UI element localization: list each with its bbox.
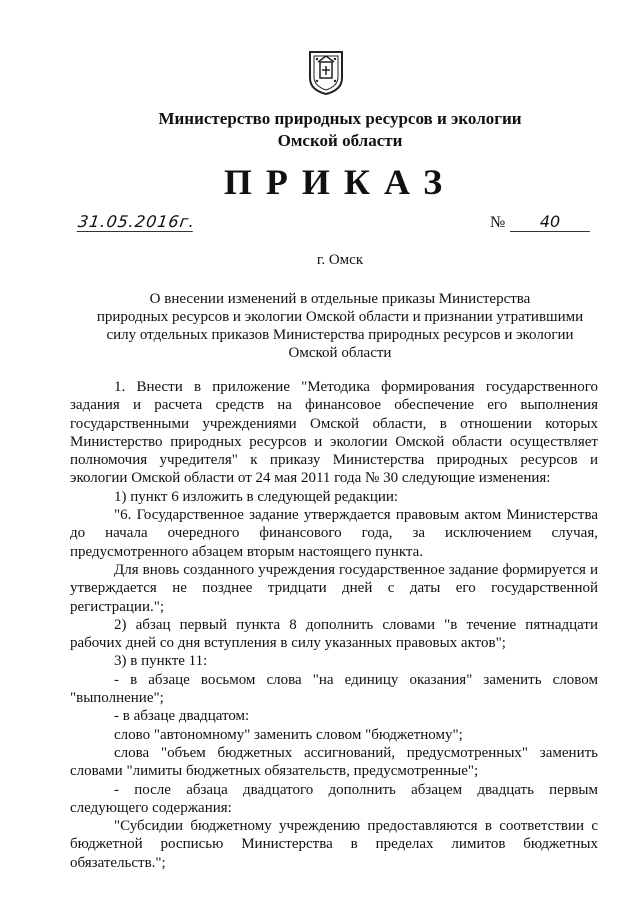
body-paragraph: "Субсидии бюджетному учреждению предоставляются в соответствии с бюджетной росписью Министерства в пределах лимитов бюджетных обязательств."; bbox=[70, 818, 598, 871]
body-paragraph: - в абзаце двадцатом: bbox=[114, 708, 250, 725]
order-subject bbox=[70, 290, 610, 362]
body-paragraph: 1. Внести в приложение "Методика формирования государственного задания и расчета средств на финансовое обеспечение его выполнения государственными учреждениями Омской области, в отношении которых Министерство природных ресурсов и экологии Омской области осуществляет полномочия учредителя" к приказу Министерства природных ресурсов и экологии Омской области от 24 мая 2011 года № 30 следующие изменения: bbox=[70, 379, 598, 487]
subject-line: природных ресурсов и экологии Омской области и признании утратившими bbox=[96, 309, 584, 325]
body-paragraph: слова "объем бюджетных ассигнований, предусмотренных" заменить словами "лимиты бюджетных обязательств, предусмотренные"; bbox=[70, 744, 598, 780]
subject-line: Омской области bbox=[288, 345, 392, 361]
order-number-sign: № bbox=[490, 214, 506, 231]
order-city: г. Омск bbox=[316, 252, 364, 268]
subject-line: О внесении изменений в отдельные приказы Министерства bbox=[149, 291, 531, 307]
order-number-handwritten: 40 bbox=[510, 213, 590, 232]
body-paragraph: 1) пункт 6 изложить в следующей редакции: bbox=[114, 488, 399, 505]
subject-line: силу отдельных приказов Министерства природных ресурсов и экологии bbox=[106, 327, 574, 343]
body-paragraph: слово "автономному" заменить словом "бюджетному"; bbox=[114, 726, 463, 743]
ministry-name-line2: Омской области bbox=[277, 131, 403, 150]
omsk-coat-of-arms-icon bbox=[306, 48, 346, 96]
body-paragraph: 3) в пункте 11: bbox=[114, 653, 208, 670]
body-paragraph: - после абзаца двадцатого дополнить абзацем двадцать первым следующего содержания: bbox=[70, 781, 598, 816]
order-date-handwritten: 31.05.2016г. bbox=[76, 212, 197, 231]
body-paragraph: 2) абзац первый пункта 8 дополнить словами "в течение пятнадцати рабочих дней со дня вступления в силу указанных правовых актов"; bbox=[70, 616, 598, 652]
body-paragraph: - в абзаце восьмом слова "на единицу оказания" заменить словом "выполнение"; bbox=[70, 671, 598, 707]
body-paragraph: Для вновь созданного учреждения государственное задание формируется и утверждается не позднее тридцати дней с даты его государственной регистрации."; bbox=[70, 561, 598, 615]
order-title: ПРИКАЗ bbox=[223, 162, 457, 202]
ministry-name-line1: Министерство природных ресурсов и экологии bbox=[158, 109, 522, 128]
body-paragraph: "6. Государственное задание утверждается правовым актом Министерства до начала очередного финансового года, за исключением случая, предусмотренного абзацем вторым настоящего пункта. bbox=[70, 507, 598, 560]
order-body bbox=[70, 378, 598, 872]
